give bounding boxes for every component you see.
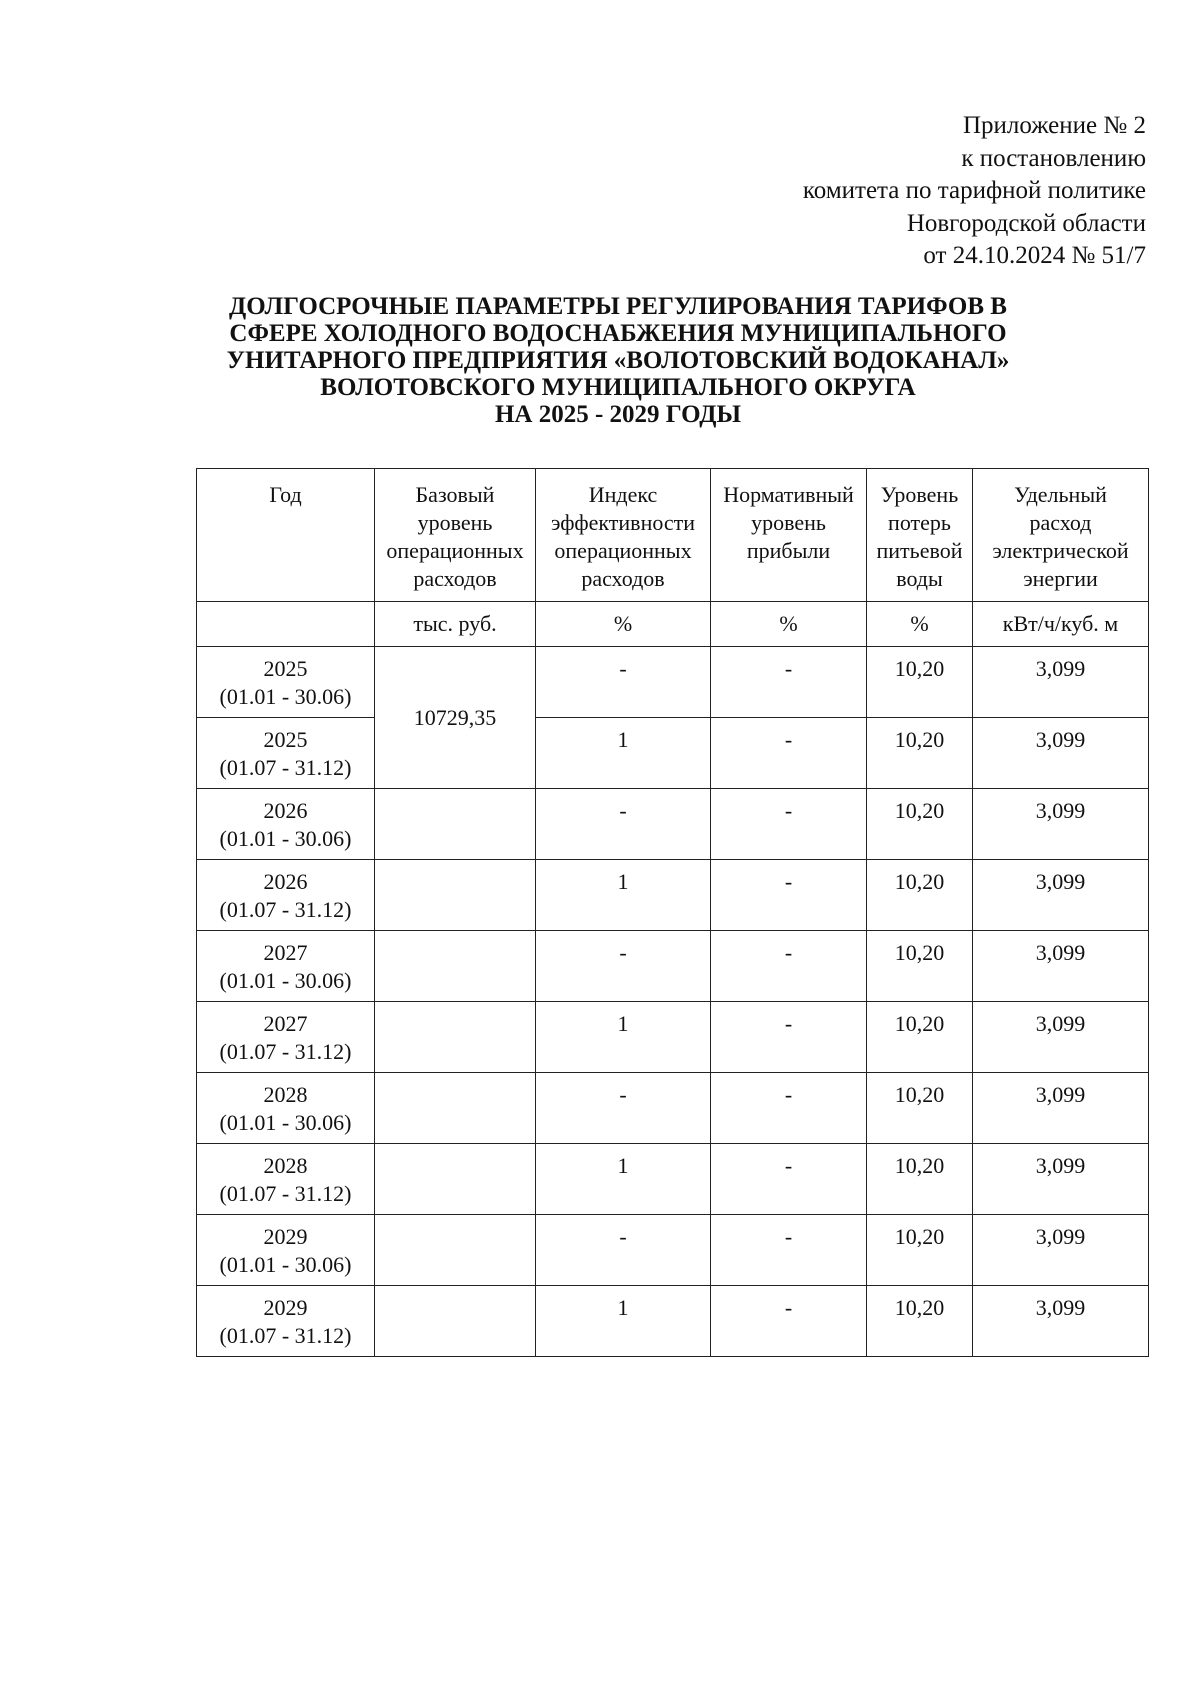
base-opex-cell — [375, 1144, 536, 1215]
unit-cell — [197, 602, 375, 647]
losses-cell: 10,20 — [867, 1073, 973, 1144]
energy-cell: 3,099 — [973, 1144, 1149, 1215]
table-row — [197, 860, 1149, 931]
base-opex-cell — [375, 1073, 536, 1144]
year-cell: 2027 (01.07 - 31.12) — [197, 1002, 375, 1073]
energy-cell: 3,099 — [973, 931, 1149, 1002]
title-line: ДОЛГОСРОЧНЫЕ ПАРАМЕТРЫ РЕГУЛИРОВАНИЯ ТАРИФОВ В — [229, 293, 1007, 320]
index-cell: 1 — [536, 1286, 711, 1357]
year-cell: 2029 (01.01 - 30.06) — [197, 1215, 375, 1286]
index-cell: 1 — [536, 860, 711, 931]
header-row — [197, 469, 1149, 602]
table-row — [197, 1144, 1149, 1215]
year-cell: 2025 (01.07 - 31.12) — [197, 718, 375, 789]
parameters-table — [196, 468, 1149, 1357]
losses-cell: 10,20 — [867, 1286, 973, 1357]
profit-cell: - — [711, 789, 867, 860]
table-row — [197, 647, 1149, 718]
appendix-block — [803, 110, 1146, 273]
unit-cell: % — [867, 602, 973, 647]
base-opex-cell — [375, 1002, 536, 1073]
unit-cell: тыс. руб. — [375, 602, 536, 647]
profit-cell: - — [711, 860, 867, 931]
profit-cell: - — [711, 1002, 867, 1073]
table-row — [197, 1002, 1149, 1073]
header-efficiency-index: Индекс эффективности операционных расходов — [536, 469, 711, 602]
year-cell: 2028 (01.07 - 31.12) — [197, 1144, 375, 1215]
index-cell: - — [536, 789, 711, 860]
profit-cell: - — [711, 647, 867, 718]
index-cell: - — [536, 647, 711, 718]
table-row — [197, 1215, 1149, 1286]
year-cell: 2026 (01.07 - 31.12) — [197, 860, 375, 931]
index-cell: - — [536, 1215, 711, 1286]
profit-cell: - — [711, 1073, 867, 1144]
energy-cell: 3,099 — [973, 718, 1149, 789]
title-line: ВОЛОТОВСКОГО МУНИЦИПАЛЬНОГО ОКРУГА — [320, 374, 916, 401]
unit-cell: % — [711, 602, 867, 647]
table-row — [197, 718, 1149, 789]
appendix-line: Новгородской области — [906, 209, 1146, 237]
profit-cell: - — [711, 1144, 867, 1215]
unit-cell: кВт/ч/куб. м — [973, 602, 1149, 647]
units-row — [197, 602, 1149, 647]
header-water-losses: Уровень потерь питьевой воды — [867, 469, 973, 602]
year-cell: 2028 (01.01 - 30.06) — [197, 1073, 375, 1144]
base-opex-cell — [375, 789, 536, 860]
profit-cell: - — [711, 1215, 867, 1286]
index-cell: 1 — [536, 718, 711, 789]
title-line: УНИТАРНОГО ПРЕДПРИЯТИЯ «ВОЛОТОВСКИЙ ВОДОКАНАЛ» — [226, 347, 1010, 374]
appendix-line: к постановлению — [961, 144, 1146, 172]
energy-cell: 3,099 — [973, 1286, 1149, 1357]
losses-cell: 10,20 — [867, 931, 973, 1002]
year-cell: 2026 (01.01 - 30.06) — [197, 789, 375, 860]
base-opex-cell — [375, 1215, 536, 1286]
table-row — [197, 931, 1149, 1002]
losses-cell: 10,20 — [867, 647, 973, 718]
base-opex-cell — [375, 1286, 536, 1357]
appendix-line: комитета по тарифной политике — [802, 177, 1146, 204]
energy-cell: 3,099 — [973, 860, 1149, 931]
year-cell: 2027 (01.01 - 30.06) — [197, 931, 375, 1002]
table-row — [197, 789, 1149, 860]
header-year: Год — [197, 469, 375, 602]
index-cell: - — [536, 931, 711, 1002]
losses-cell: 10,20 — [867, 1215, 973, 1286]
index-cell: 1 — [536, 1002, 711, 1073]
base-opex-cell: 10729,35 — [375, 647, 536, 789]
header-normative-profit: Нормативный уровень прибыли — [711, 469, 867, 602]
header-energy-consumption: Удельный расход электрической энергии — [973, 469, 1149, 602]
table-row — [197, 1286, 1149, 1357]
year-cell: 2029 (01.07 - 31.12) — [197, 1286, 375, 1357]
unit-cell: % — [536, 602, 711, 647]
index-cell: 1 — [536, 1144, 711, 1215]
profit-cell: - — [711, 1286, 867, 1357]
appendix-line: от 24.10.2024 № 51/7 — [923, 242, 1146, 269]
energy-cell: 3,099 — [973, 1073, 1149, 1144]
losses-cell: 10,20 — [867, 1144, 973, 1215]
title-line: СФЕРЕ ХОЛОДНОГО ВОДОСНАБЖЕНИЯ МУНИЦИПАЛЬНОГО — [229, 320, 1007, 347]
losses-cell: 10,20 — [867, 1002, 973, 1073]
table-row — [197, 1073, 1149, 1144]
base-opex-cell — [375, 860, 536, 931]
index-cell: - — [536, 1073, 711, 1144]
profit-cell: - — [711, 931, 867, 1002]
appendix-line: Приложение № 2 — [962, 112, 1146, 139]
energy-cell: 3,099 — [973, 789, 1149, 860]
energy-cell: 3,099 — [973, 1215, 1149, 1286]
energy-cell: 3,099 — [973, 647, 1149, 718]
losses-cell: 10,20 — [867, 718, 973, 789]
losses-cell: 10,20 — [867, 860, 973, 931]
base-opex-cell — [375, 931, 536, 1002]
profit-cell: - — [711, 718, 867, 789]
header-base-opex: Базовый уровень операционных расходов — [375, 469, 536, 602]
year-cell: 2025 (01.01 - 30.06) — [197, 647, 375, 718]
losses-cell: 10,20 — [867, 789, 973, 860]
energy-cell: 3,099 — [973, 1002, 1149, 1073]
title-line: НА 2025 - 2029 ГОДЫ — [494, 401, 742, 428]
document-title — [180, 293, 1056, 428]
